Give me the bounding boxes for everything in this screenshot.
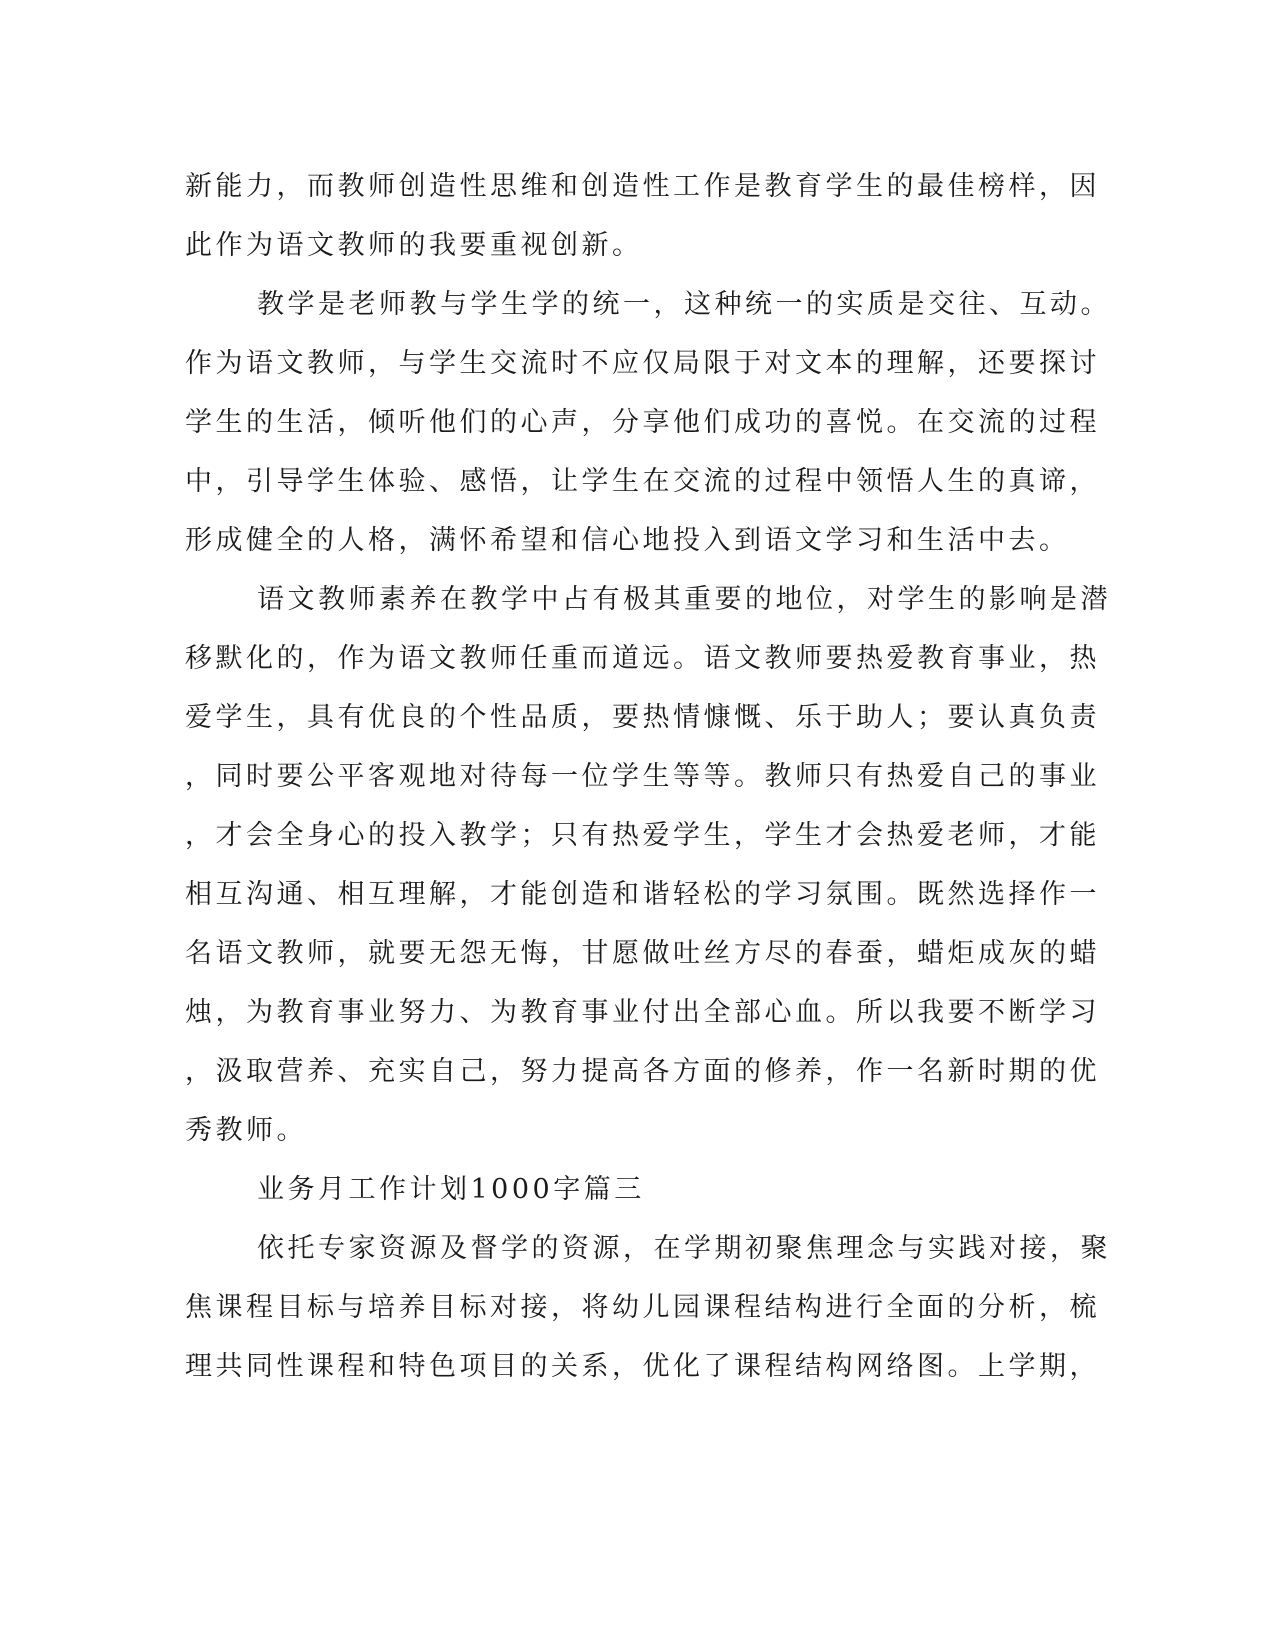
text-line: 理共同性课程和特色项目的关系，优化了课程结构网络图。上学期， (185, 1351, 1100, 1382)
document-body (185, 157, 1111, 1396)
text-line: 中，引导学生体验、感悟，让学生在交流的过程中领悟人生的真谛， (185, 466, 1100, 497)
text-line: 焦课程目标与培养目标对接，将幼儿园课程结构进行全面的分析，梳 (185, 1292, 1100, 1323)
text-line: 烛，为教育事业努力、为教育事业付出全部心血。所以我要不断学习 (185, 997, 1100, 1028)
text-line: 秀教师。 (185, 1115, 307, 1146)
text-line: 此作为语文教师的我要重视创新。 (185, 230, 643, 261)
paragraph-start-line: 依托专家资源及督学的资源，在学期初聚焦理念与实践对接，聚 (257, 1233, 1111, 1264)
text-line: 作为语文教师，与学生交流时不应仅局限于对文本的理解，还要探讨 (185, 348, 1100, 379)
text-line: 相互沟通、相互理解，才能创造和谐轻松的学习氛围。既然选择作一 (185, 879, 1100, 910)
text-line: ，同时要公平客观地对待每一位学生等等。教师只有热爱自己的事业 (185, 761, 1100, 792)
paragraph-start-line: 语文教师素养在教学中占有极其重要的地位，对学生的影响是潜 (257, 584, 1111, 615)
text-line: 移默化的，作为语文教师任重而道远。语文教师要热爱教育事业，热 (185, 643, 1100, 674)
text-line: 形成健全的人格，满怀希望和信心地投入到语文学习和生活中去。 (185, 525, 1070, 556)
text-line: ，汲取营养、充实自己，努力提高各方面的修养，作一名新时期的优 (185, 1056, 1100, 1087)
text-line: 学生的生活，倾听他们的心声，分享他们成功的喜悦。在交流的过程 (185, 407, 1100, 438)
text-line: 爱学生，具有优良的个性品质，要热情慷慨、乐于助人；要认真负责 (185, 702, 1100, 733)
text-line: ，才会全身心的投入教学；只有热爱学生，学生才会热爱老师，才能 (185, 820, 1100, 851)
paragraph-start-line: 教学是老师教与学生学的统一，这种统一的实质是交往、互动。 (257, 289, 1111, 320)
section-heading: 业务月工作计划1000字篇三 (257, 1174, 645, 1205)
text-line: 新能力，而教师创造性思维和创造性工作是教育学生的最佳榜样，因 (185, 171, 1100, 202)
text-line: 名语文教师，就要无怨无悔，甘愿做吐丝方尽的春蚕，蜡炬成灰的蜡 (185, 938, 1100, 969)
